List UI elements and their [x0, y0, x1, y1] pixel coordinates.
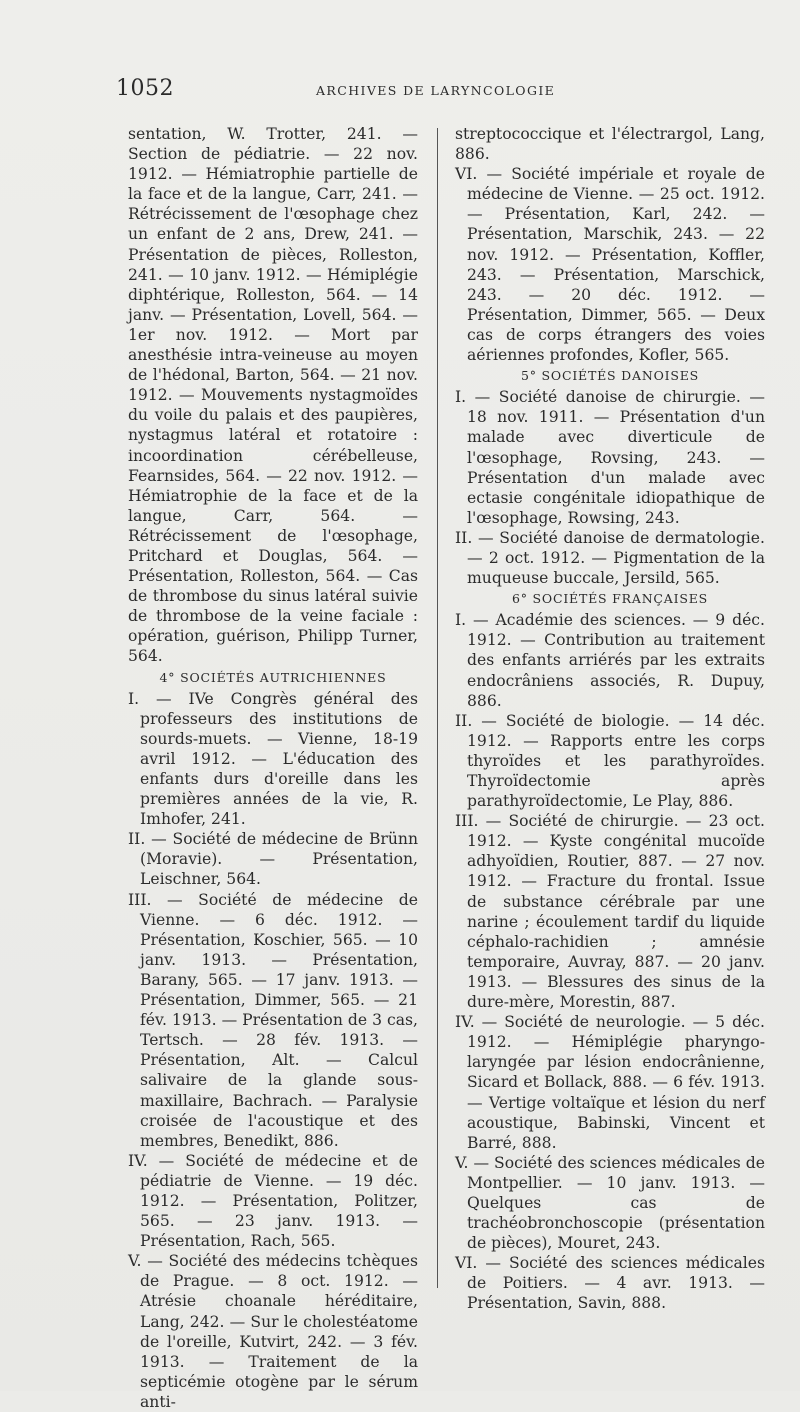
left-column	[128, 124, 418, 1412]
section-heading: 4° SOCIÉTÉS AUTRICHIENNES	[159, 669, 387, 685]
index-entry: I. — IVe Congrès général des professeurs des institutions de sourds-muets. — Vienne, 18-19 avril 1912. — L'éducation des enfants durs d'oreille dans les premières années de la vie, R. Imhofer, 241.	[128, 689, 418, 829]
entry-continuation: streptococcique et l'électrargol, Lang, 886.	[455, 125, 765, 164]
column-divider	[437, 128, 438, 1288]
index-entry: I. — Société danoise de chirurgie. — 18 nov. 1911. — Présentation d'un malade avec diverticule de l'œsophage, Rovsing, 243. — Présentation d'un malade avec ectasie congénitale idiopathique de l'œsophage, Rowsing, 243.	[455, 388, 765, 527]
section-heading: 5° SOCIÉTÉS DANOISES	[520, 368, 700, 384]
index-entry: II. — Société danoise de dermatologie. — 2 oct. 1912. — Pigmentation de la muqueuse buccale, Jersild, 565.	[455, 528, 765, 588]
right-column	[455, 124, 765, 1314]
index-entry: IV. — Société de médecine et de pédiatrie de Vienne. — 19 déc. 1912. — Présentation, Politzer, 565. — 23 janv. 1913. — Présentation, Rach, 565.	[128, 1151, 418, 1251]
entry-continuation: sentation, W. Trotter, 241. — Section de pédiatrie. — 22 nov. 1912. — Hémiatrophie partielle de la face et de la langue, Carr, 241. — Rétrécissement de l'œsophage chez un enfant de 2 ans, Drew, 241. — Présentation de pièces, Rolleston, 241. — 10 janv. 1912. — Hémiplégie diphtérique, Rolleston, 564. — 14 janv. — Présentation, Lovell, 564. — 1er nov. 1912. — Mort par anesthésie intra-veineuse au moyen de l'hédonal, Barton, 564. — 21 nov. 1912. — Mouvements nystagmoïdes du voile du palais et des paupières, nystagmus latéral et rotatoire : incoordination cérébelleuse, Fearnsides, 564. — 22 nov. 1912. — Hémiatrophie de la face et de la langue, Carr, 564. — Rétrécissement de l'œsophage, Pritchard et Douglas, 564. — Présentation, Rolleston, 564. — Cas de thrombose du sinus latéral suivie de thrombose de la veine faciale : opération, guérison, Philipp Turner, 564.	[128, 125, 418, 666]
index-entry: V. — Société des médecins tchèques de Prague. — 8 oct. 1912. — Atrésie choanale héréditaire, Lang, 242. — Sur le cholestéatome de l'oreille, Kutvirt, 242. — 3 fév. 1913. — Traitement de la septicémie otogène par le sérum anti-	[128, 1252, 418, 1411]
page-header	[116, 76, 686, 106]
index-entry: II. — Société de médecine de Brünn (Moravie). — Présentation, Leischner, 564.	[128, 830, 418, 889]
index-entry: V. — Société des sciences médicales de Montpellier. — 10 janv. 1913. — Quelques cas de trachéobronchoscopie (présentation de pièces), Mouret, 243.	[455, 1153, 765, 1253]
index-entry: I. — Académie des sciences. — 9 déc. 1912. — Contribution au traitement des enfants arriérés par les extraits endocrâniens associés, R. Dupuy, 886.	[455, 611, 765, 710]
index-entry: III. — Société de médecine de Vienne. — 6 déc. 1912. — Présentation, Koschier, 565. — 10 janv. 1913. — Présentation, Barany, 565. — 17 janv. 1913. — Présentation, Dimmer, 565. — 21 fév. 1913. — Présentation de 3 cas, Tertsch. — 28 fév. 1913. — Présentation, Alt. — Calcul salivaire de la glande sous-maxillaire, Bachrach. — Paralysie croisée de l'acoustique et des membres, Benedikt, 886.	[128, 890, 418, 1150]
page-number: 1052	[116, 76, 174, 101]
index-entry: III. — Société de chirurgie. — 23 oct. 1912. — Kyste congénital mucoïde adhyoïdien, Routier, 887. — 27 nov. 1912. — Fracture du frontal. Issue de substance cérébrale par une narine ; écoulement tardif du liquide céphalo-rachidien ; amnésie temporaire, Auvray, 887. — 20 janv. 1913. — Blessures des sinus de la dure-mère, Morestin, 887.	[455, 812, 765, 1012]
index-entry: IV. — Société de neurologie. — 5 déc. 1912. — Hémiplégie pharyngo-laryngée par lésion endocrânienne, Sicard et Bollack, 888. — 6 fév. 1913. — Vertige voltaïque et lésion du nerf acoustique, Babinski, Vincent et Barré, 888.	[455, 1013, 765, 1152]
index-entry: VI. — Société des sciences médicales de Poitiers. — 4 avr. 1913. — Présentation, Savin, 888.	[455, 1254, 765, 1313]
section-heading: 6° SOCIÉTÉS FRANÇAISES	[511, 591, 709, 607]
index-entry: VI. — Société impériale et royale de médecine de Vienne. — 25 oct. 1912. — Présentation, Karl, 242. — Présentation, Marschik, 243. — 22 nov. 1912. — Présentation, Koffler, 243. — Présentation, Marschick, 243. — 20 déc. 1912. — Présentation, Dimmer, 565. — Deux cas de corps étrangers des voies aériennes profondes, Kofler, 565.	[455, 165, 765, 365]
running-title: ARCHIVES DE LARYNCOLOGIE	[316, 83, 556, 98]
index-entry: II. — Société de biologie. — 14 déc. 1912. — Rapports entre les corps thyroïdes et les parathyroïdes. Thyroïdectomie après parathyroïdectomie, Le Play, 886.	[455, 711, 765, 811]
